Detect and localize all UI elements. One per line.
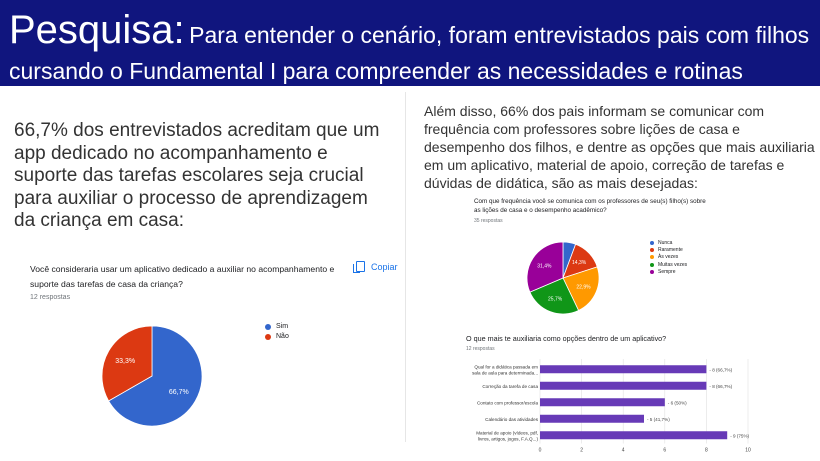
legend-item — [650, 254, 678, 260]
legend-item — [650, 247, 683, 253]
pie-slice-label-2: 22,9% — [576, 284, 591, 291]
legend-dot — [650, 241, 654, 245]
pie-slice-label-3: 25,7% — [548, 296, 563, 303]
bar-value-label: - 5 (41,7%) — [647, 416, 670, 422]
category-label: Contato com professor/escola — [476, 400, 538, 406]
legend-item — [650, 240, 672, 246]
bar-value-label: - 6 (50%) — [667, 400, 687, 406]
legend-dot — [650, 248, 654, 252]
legend-dot — [265, 334, 271, 340]
page-subtitle-line1: Para entender o cenário, foram entrevistados pais com filhos — [189, 22, 810, 48]
column-divider — [405, 92, 406, 442]
pie-slice-label-1: 14,3% — [572, 260, 587, 267]
x-tick-label: 4 — [621, 447, 625, 454]
chart1-pie — [90, 314, 220, 444]
legend-item — [265, 323, 288, 330]
pie-slice-label-0: 66,7% — [168, 388, 189, 396]
pie-slice-label-4: 31,4% — [537, 263, 552, 270]
bar-value-label: - 8 (66,7%) — [709, 383, 733, 389]
bar-value-label: - 8 (66,7%) — [709, 367, 733, 373]
copy-icon — [356, 261, 365, 272]
legend-item — [650, 269, 676, 275]
bar — [540, 365, 706, 373]
chart2-pie — [520, 235, 610, 325]
title-line — [9, 6, 809, 54]
legend-label: Às vezes — [658, 254, 679, 261]
chart3-response-count: 12 respostas — [466, 346, 495, 352]
legend-dot — [650, 255, 654, 259]
legend-label: Sim — [276, 323, 289, 330]
chart2-title — [474, 197, 774, 215]
page-title: Pesquisa: — [9, 8, 185, 52]
legend-item — [265, 333, 289, 340]
legend-label: Nunca — [658, 240, 673, 246]
chart1-response-count: 12 respostas — [30, 294, 71, 301]
category-label: Qual for a didática passada em — [474, 364, 538, 370]
page-subtitle-line2: cursando o Fundamental I para compreender as necessidades e rotinas — [9, 58, 743, 84]
chart2-response-count: 35 respostas — [474, 218, 503, 224]
bar — [540, 415, 644, 423]
copy-button[interactable] — [356, 261, 398, 272]
chart1-title: Você consideraria usar um aplicativo dedicado a auxiliar no acompanhamento e suporte das tarefas de casa da criança? — [30, 264, 335, 289]
legend-label: Muitas vezes — [658, 261, 688, 268]
chart3-title: O que mais te auxiliaria como opções dentro de um aplicativo? — [466, 334, 667, 343]
legend-label: Não — [276, 333, 289, 340]
legend-dot — [650, 270, 654, 274]
bar — [540, 431, 727, 439]
chart2-title-line2: as lições de casa e o desempenho acadêmico? — [474, 207, 607, 214]
category-label: Correção da tarefa de casa — [482, 383, 538, 389]
chart3-bar-chart — [440, 355, 770, 455]
x-tick-label: 8 — [705, 447, 708, 454]
x-tick-label: 0 — [538, 447, 542, 454]
category-label: Material de apoio (vídeos, pdf, — [476, 430, 538, 436]
right-summary-text: Além disso, 66% dos pais informam se comunicar com frequência com professores sobre lições de casa e desempenho dos filhos, e dentre as opções que mais auxiliaria em um aplicativo, material de apoio, correção de tarefas e dúvidas de didática, são as mais desejadas: — [424, 103, 815, 191]
bar — [540, 398, 665, 406]
category-label: livros, artigos, jogos, F.A.Q...) — [478, 436, 538, 442]
legend-item — [650, 262, 687, 268]
title-banner — [0, 0, 820, 86]
bar-value-label: - 9 (75%) — [730, 433, 750, 439]
chart2-title-line1: Com que frequência você se comunica com os professores de seu(s) filho(s) sobre — [474, 198, 706, 205]
x-tick-label: 10 — [745, 447, 751, 454]
left-summary-text: 66,7% dos entrevistados acreditam que um app dedicado no acompanhamento e suporte das tarefas escolares seja crucial para auxiliar o processo de aprendizagem da criança em casa: — [14, 120, 380, 231]
legend-dot — [265, 324, 271, 330]
category-label: sala de aula para determinada... — [472, 370, 538, 376]
legend-label: Sempre — [658, 268, 676, 275]
legend-label: Raramente — [658, 247, 683, 254]
x-tick-label: 2 — [580, 447, 583, 454]
bar — [540, 382, 706, 390]
category-label: Calendário das atividades — [485, 416, 538, 422]
pie-slice-label-1: 33,3% — [115, 357, 136, 365]
copy-label: Copiar — [371, 261, 398, 272]
x-tick-label: 6 — [663, 447, 667, 454]
legend-dot — [650, 263, 654, 267]
